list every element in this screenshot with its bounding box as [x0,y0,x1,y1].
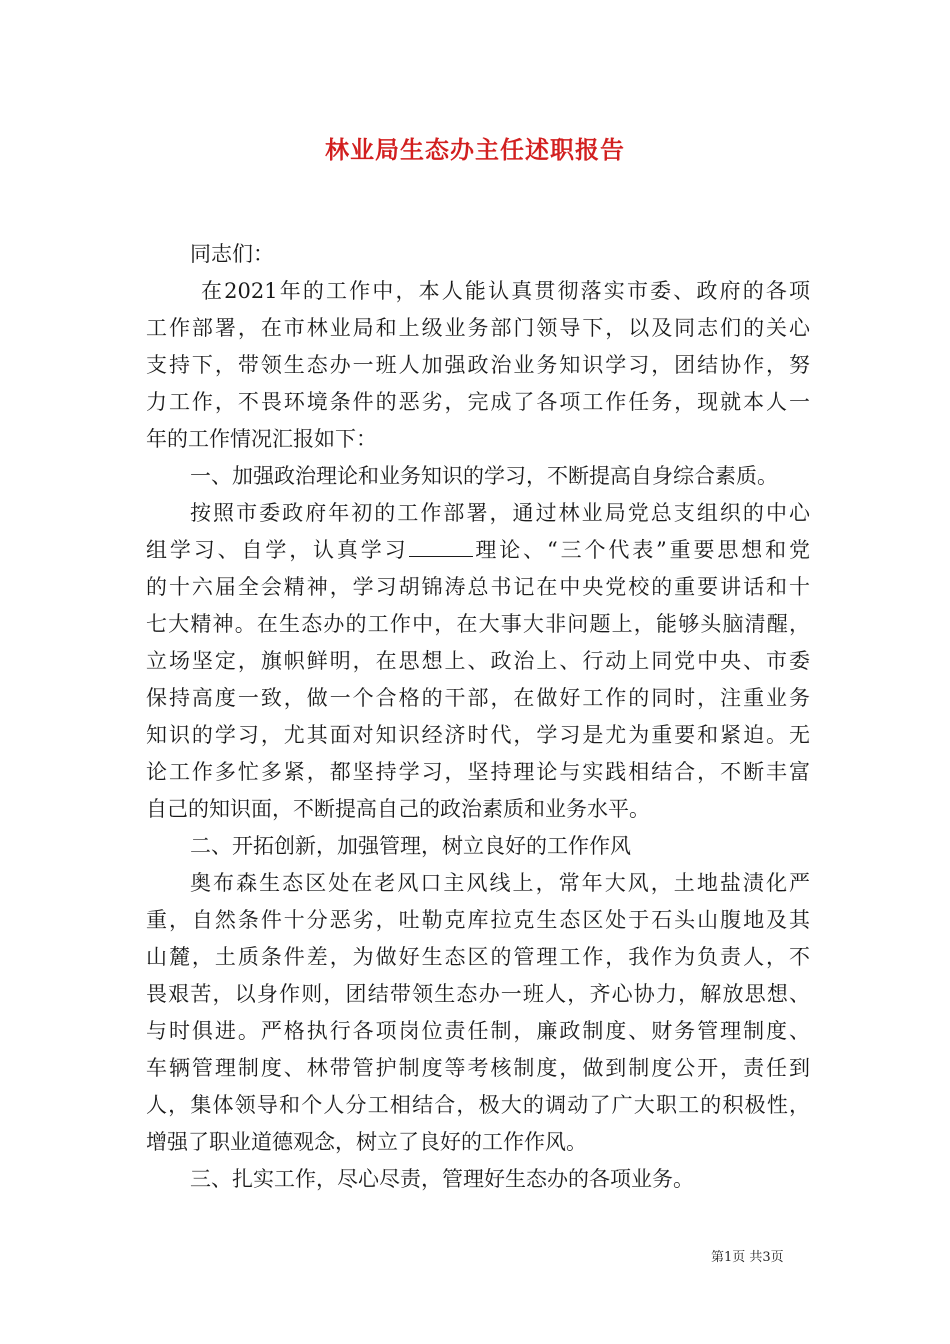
paragraph-line: 山麓，土质条件差，为做好生态区的管理工作，我作为负责人，不 [146,945,810,969]
paragraph-line: 重，自然条件十分恶劣，吐勒克库拉克生态区处于石头山腹地及其 [146,908,810,932]
paragraph-line: 与时俱进。严格执行各项岗位责任制，廉政制度、财务管理制度、 [146,1019,810,1043]
paragraph-line-end: 理论、“三个代表”重要思想和党 [472,538,810,562]
paragraph-line: 车辆管理制度、林带管护制度等考核制度，做到制度公开，责任到 [146,1056,810,1080]
paragraph-line-with-blank [146,532,810,569]
paragraph-line: 保持高度一致，做一个合格的干部，在做好工作的同时，注重业务 [146,686,810,710]
paragraph-line: 论工作多忙多紧，都坚持学习，坚持理论与实践相结合，不断丰富 [146,760,810,784]
page-number-footer: 第1页 共3页 [711,1250,784,1265]
section-heading: 一、加强政治理论和业务知识的学习，不断提高自身综合素质。 [190,464,778,488]
paragraph-line: 工作部署，在市林业局和上级业务部门领导下，以及同志们的关心 [146,316,810,340]
paragraph-line: 人，集体领导和个人分工相结合，极大的调动了广大职工的积极性， [146,1093,810,1117]
paragraph-line: 自己的知识面，不断提高自己的政治素质和业务水平。 [146,797,650,821]
paragraph-line: 在2021年的工作中，本人能认真贯彻落实市委、政府的各项 [201,279,810,303]
paragraph-line: 增强了职业道德观念，树立了良好的工作作风。 [146,1130,587,1154]
section-heading: 二、开拓创新，加强管理，树立良好的工作作风 [190,834,631,858]
section-heading: 三、扎实工作，尽心尽责，管理好生态办的各项业务。 [190,1167,694,1191]
greeting: 同志们： [190,242,274,266]
paragraph-line: 立场坚定，旗帜鲜明，在思想上、政治上、行动上同党中央、市委 [146,649,810,673]
paragraph-line: 力工作，不畏环境条件的恶劣，完成了各项工作任务，现就本人一 [146,390,810,414]
paragraph-line: 年的工作情况汇报如下： [146,427,377,451]
paragraph-line: 奥布森生态区处在老风口主风线上，常年大风，土地盐渍化严 [190,871,810,895]
paragraph-line: 的十六届全会精神，学习胡锦涛总书记在中央党校的重要讲话和十 [146,575,810,599]
underline-blank [409,536,473,557]
paragraph-line: 知识的学习，尤其面对知识经济时代，学习是尤为重要和紧迫。无 [146,723,810,747]
document-title: 林业局生态办主任述职报告 [325,135,625,164]
paragraph-line: 七大精神。在生态办的工作中，在大事大非问题上，能够头脑清醒， [146,612,810,636]
paragraph-line: 按照市委政府年初的工作部署，通过林业局党总支组织的中心 [190,501,810,525]
paragraph-line: 支持下，带领生态办一班人加强政治业务知识学习，团结协作，努 [146,353,810,377]
paragraph-line-start: 组学习、自学，认真学习 [146,538,409,562]
paragraph-line: 畏艰苦，以身作则，团结带领生态办一班人，齐心协力，解放思想、 [146,982,810,1006]
document-body [146,236,810,1198]
